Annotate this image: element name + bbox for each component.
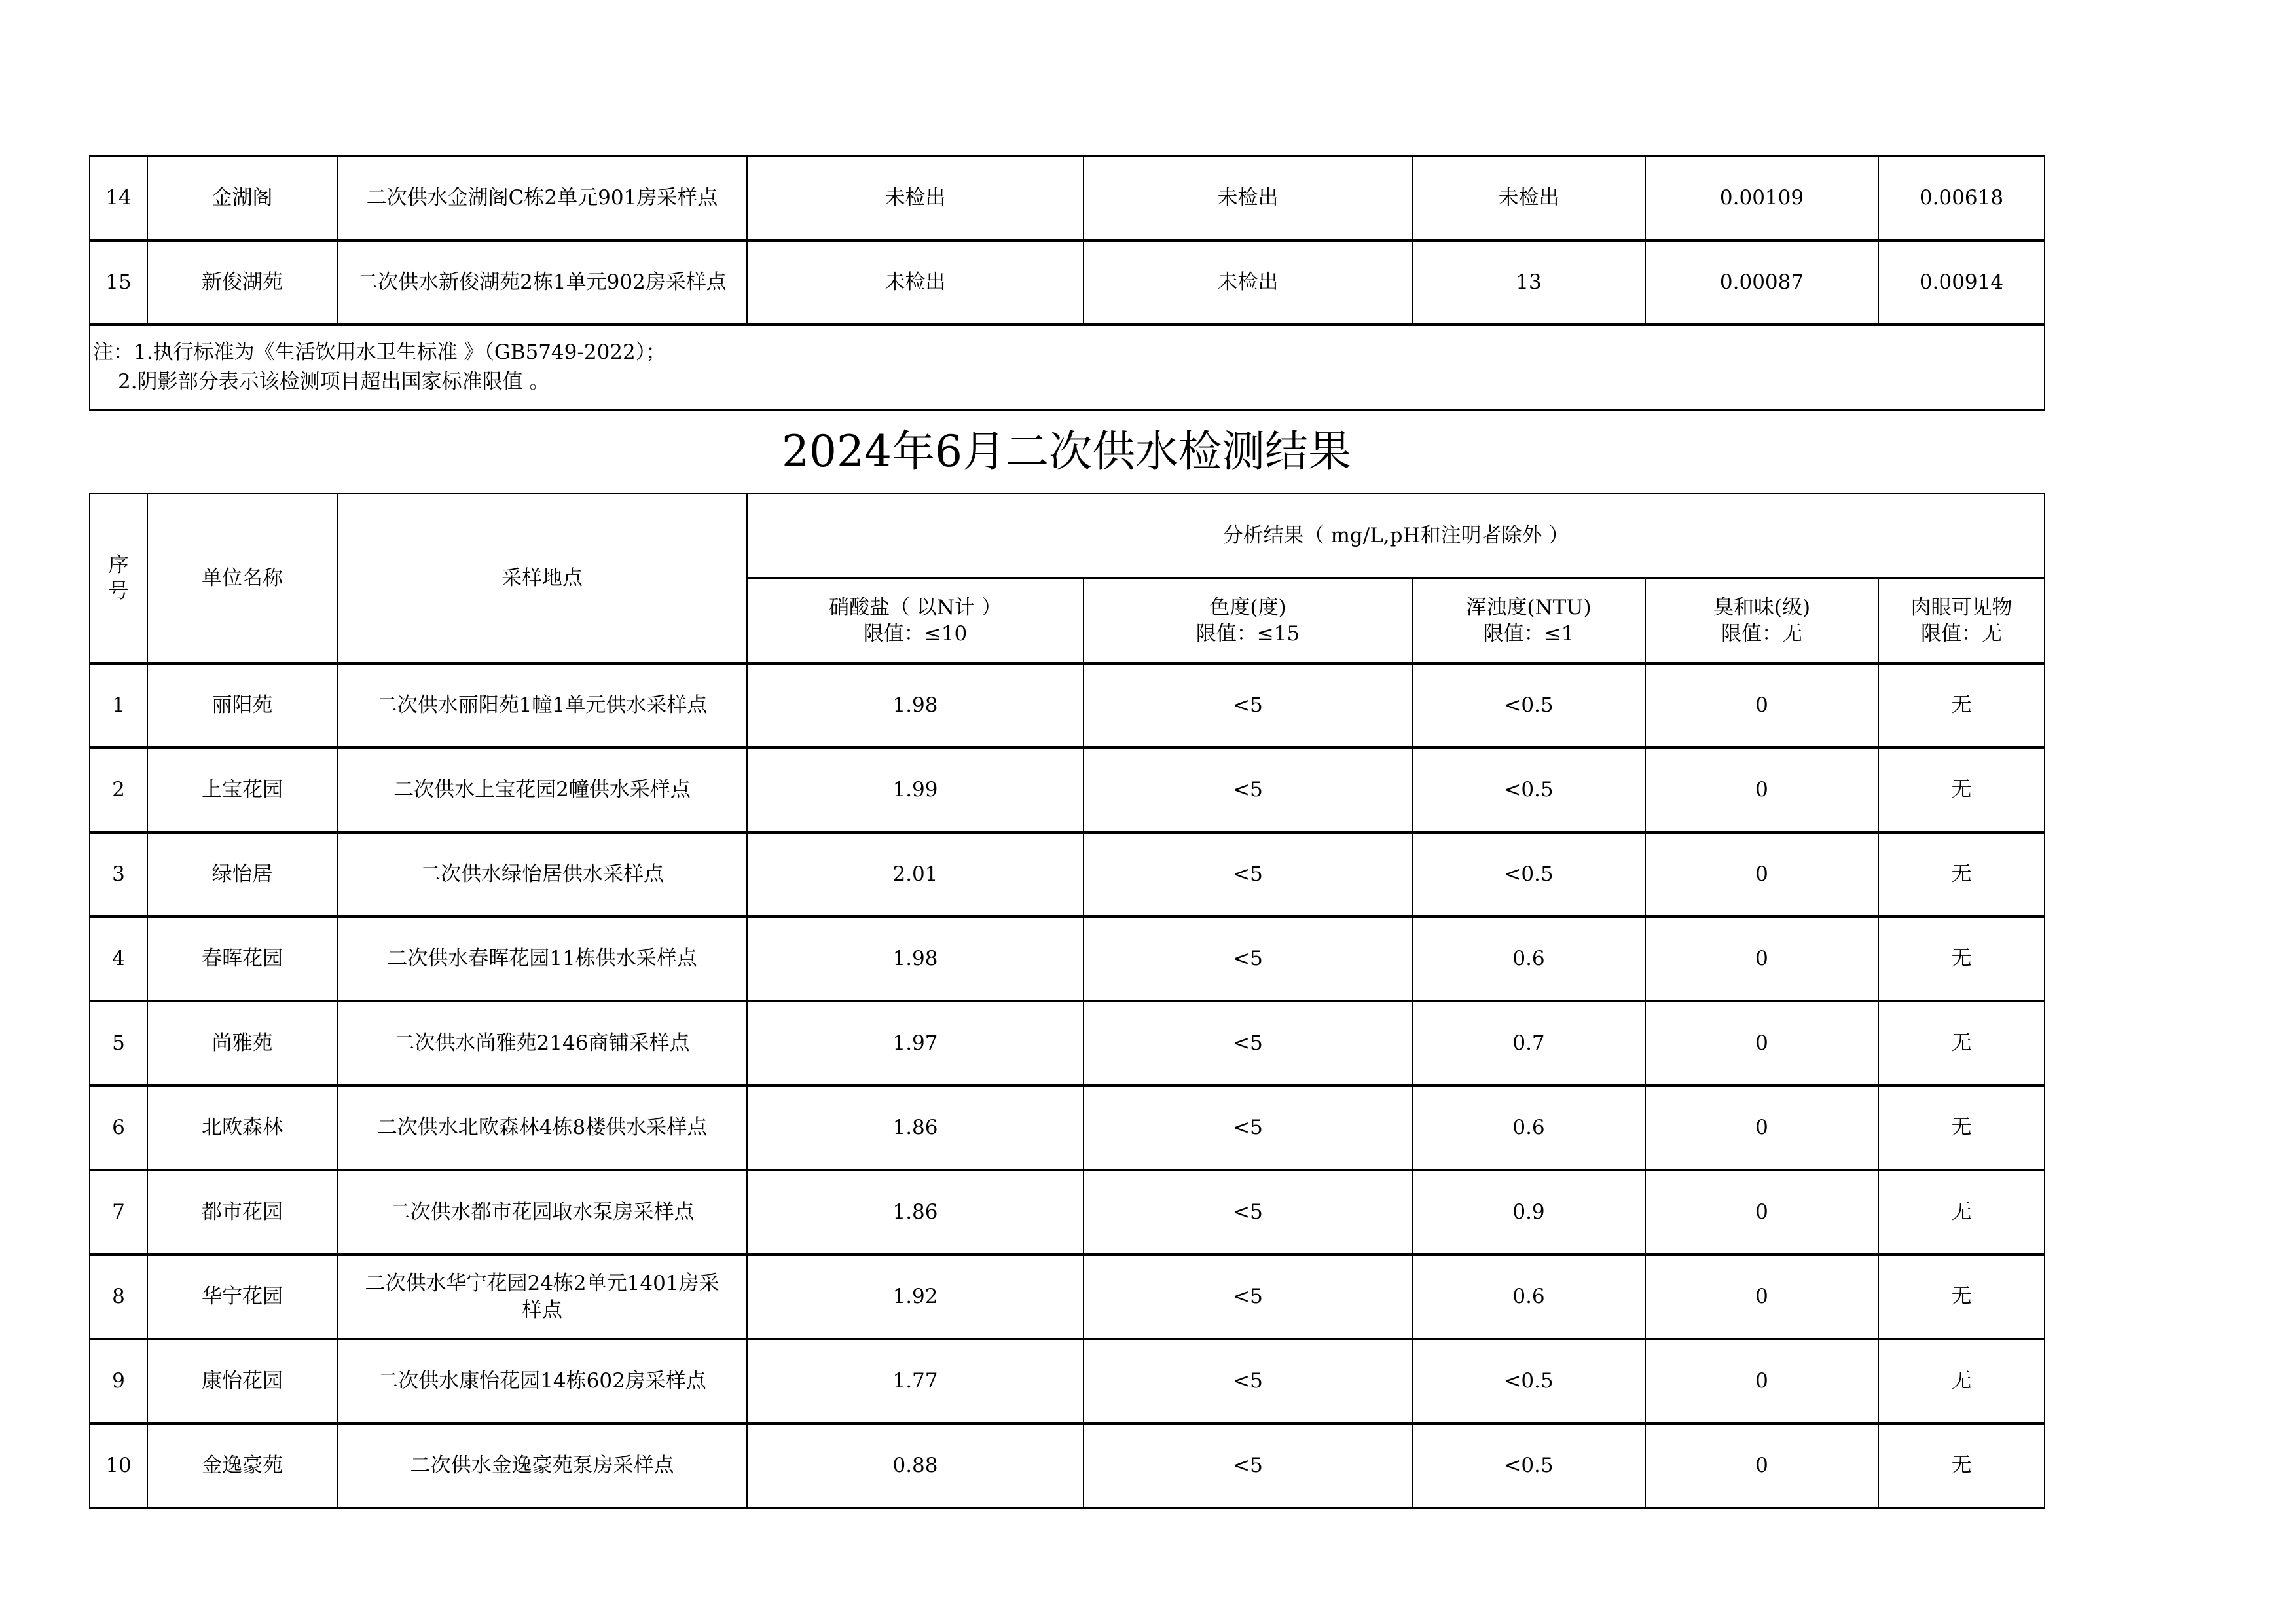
header-nitrate <box>747 578 1084 663</box>
color-cell: <5 <box>1084 1170 1412 1255</box>
header-name: 肉眼可见物 <box>1910 595 2013 619</box>
unit-cell: 上宝花园 <box>147 748 337 832</box>
turbidity-cell: 0.7 <box>1412 1001 1645 1086</box>
color-cell: <5 <box>1084 1423 1412 1508</box>
header-row <box>90 494 2045 578</box>
table-row <box>90 832 2045 917</box>
seq-cell: 9 <box>90 1339 147 1423</box>
visible-cell: 无 <box>1878 748 2045 832</box>
turbidity-cell: <0.5 <box>1412 663 1645 748</box>
value-cell: 未检出 <box>1084 240 1412 325</box>
color-cell: <5 <box>1084 832 1412 917</box>
nitrate-cell: 1.86 <box>747 1170 1084 1255</box>
turbidity-cell: <0.5 <box>1412 1339 1645 1423</box>
location-cell: 二次供水金逸豪苑泵房采样点 <box>337 1423 747 1508</box>
turbidity-cell: 0.9 <box>1412 1170 1645 1255</box>
unit-cell: 丽阳苑 <box>147 663 337 748</box>
header-seq <box>90 494 147 663</box>
visible-cell: 无 <box>1878 1170 2045 1255</box>
value-cell: 未检出 <box>1412 156 1645 240</box>
value-cell: 13 <box>1412 240 1645 325</box>
header-limit: 限值：≤10 <box>863 622 968 646</box>
color-cell: <5 <box>1084 917 1412 1001</box>
table-row <box>90 1170 2045 1255</box>
nitrate-cell: 0.88 <box>747 1423 1084 1508</box>
header-name: 浑浊度(NTU) <box>1466 595 1592 619</box>
location-cell: 二次供水康怡花园14栋602房采样点 <box>337 1339 747 1423</box>
visible-cell: 无 <box>1878 1086 2045 1170</box>
table-row <box>90 156 2045 240</box>
header-limit: 限值：无 <box>1721 622 1802 646</box>
nitrate-cell: 2.01 <box>747 832 1084 917</box>
color-cell: <5 <box>1084 1339 1412 1423</box>
note-standard: 注：1.执行标准为《生活饮用水卫生标准 》（GB5749-2022）； <box>93 340 666 365</box>
nitrate-cell: 1.92 <box>747 1255 1084 1339</box>
location-cell: 二次供水上宝花园2幢供水采样点 <box>337 748 747 832</box>
unit-cell: 金逸豪苑 <box>147 1423 337 1508</box>
odor-cell: 0 <box>1645 1255 1878 1339</box>
page-title: 2024年6月二次供水检测结果 <box>782 426 1351 477</box>
table-row <box>90 240 2045 325</box>
nitrate-cell: 1.86 <box>747 1086 1084 1170</box>
seq-cell: 4 <box>90 917 147 1001</box>
odor-cell: 0 <box>1645 1086 1878 1170</box>
seq-cell: 2 <box>90 748 147 832</box>
color-cell: <5 <box>1084 1001 1412 1086</box>
unit-cell: 新俊湖苑 <box>147 240 337 325</box>
unit-cell: 金湖阁 <box>147 156 337 240</box>
color-cell: <5 <box>1084 663 1412 748</box>
table-row <box>90 1339 2045 1423</box>
nitrate-cell: 1.98 <box>747 663 1084 748</box>
previous-results-table <box>89 155 2045 411</box>
odor-cell: 0 <box>1645 832 1878 917</box>
notes-row <box>90 325 2045 410</box>
odor-cell: 0 <box>1645 748 1878 832</box>
seq-cell: 5 <box>90 1001 147 1086</box>
visible-cell: 无 <box>1878 1423 2045 1508</box>
nitrate-cell: 1.97 <box>747 1001 1084 1086</box>
turbidity-cell: <0.5 <box>1412 748 1645 832</box>
location-cell: 二次供水金湖阁C栋2单元901房采样点 <box>337 156 747 240</box>
table-row <box>90 1086 2045 1170</box>
nitrate-cell: 1.77 <box>747 1339 1084 1423</box>
nitrate-cell: 1.98 <box>747 917 1084 1001</box>
visible-cell: 无 <box>1878 1255 2045 1339</box>
location-cell: 二次供水都市花园取水泵房采样点 <box>337 1170 747 1255</box>
value-cell: 未检出 <box>1084 156 1412 240</box>
unit-cell: 春晖花园 <box>147 917 337 1001</box>
note-shading: 2.阴影部分表示该检测项目超出国家标准限值 。 <box>118 370 550 394</box>
visible-cell: 无 <box>1878 832 2045 917</box>
seq-cell: 3 <box>90 832 147 917</box>
nitrate-cell: 1.99 <box>747 748 1084 832</box>
table-row <box>90 917 2045 1001</box>
value-cell: 未检出 <box>747 156 1084 240</box>
location-cell: 二次供水绿怡居供水采样点 <box>337 832 747 917</box>
header-seq-char-2: 号 <box>108 579 129 603</box>
header-odor <box>1645 578 1878 663</box>
table-row <box>90 1255 2045 1339</box>
table-row <box>90 1423 2045 1508</box>
turbidity-cell: <0.5 <box>1412 1423 1645 1508</box>
odor-cell: 0 <box>1645 917 1878 1001</box>
seq-cell: 8 <box>90 1255 147 1339</box>
location-cell: 二次供水尚雅苑2146商铺采样点 <box>337 1001 747 1086</box>
header-location: 采样地点 <box>337 494 747 663</box>
header-limit: 限值：≤15 <box>1195 622 1300 646</box>
turbidity-cell: 0.6 <box>1412 1255 1645 1339</box>
unit-cell: 康怡花园 <box>147 1339 337 1423</box>
turbidity-cell: 0.6 <box>1412 1086 1645 1170</box>
seq-cell: 15 <box>90 240 147 325</box>
table-row <box>90 748 2045 832</box>
location-cell: 二次供水华宁花园24栋2单元1401房采样点 <box>337 1255 747 1339</box>
color-cell: <5 <box>1084 748 1412 832</box>
seq-cell: 7 <box>90 1170 147 1255</box>
visible-cell: 无 <box>1878 663 2045 748</box>
header-visible-matter <box>1878 578 2045 663</box>
header-name: 色度(度) <box>1209 595 1286 619</box>
visible-cell: 无 <box>1878 917 2045 1001</box>
unit-cell: 华宁花园 <box>147 1255 337 1339</box>
seq-cell: 1 <box>90 663 147 748</box>
visible-cell: 无 <box>1878 1339 2045 1423</box>
odor-cell: 0 <box>1645 1001 1878 1086</box>
color-cell: <5 <box>1084 1255 1412 1339</box>
header-limit: 限值：≤1 <box>1483 622 1575 646</box>
header-name: 硝酸盐（ 以N计 ） <box>829 595 1002 619</box>
odor-cell: 0 <box>1645 663 1878 748</box>
odor-cell: 0 <box>1645 1423 1878 1508</box>
value-cell: 0.00109 <box>1645 156 1878 240</box>
location-cell: 二次供水丽阳苑1幢1单元供水采样点 <box>337 663 747 748</box>
location-cell: 二次供水春晖花园11栋供水采样点 <box>337 917 747 1001</box>
turbidity-cell: 0.6 <box>1412 917 1645 1001</box>
unit-cell: 北欧森林 <box>147 1086 337 1170</box>
value-cell: 未检出 <box>747 240 1084 325</box>
unit-cell: 绿怡居 <box>147 832 337 917</box>
unit-cell: 尚雅苑 <box>147 1001 337 1086</box>
header-color <box>1084 578 1412 663</box>
header-seq-char-1: 序 <box>108 553 129 577</box>
table-row <box>90 663 2045 748</box>
turbidity-cell: <0.5 <box>1412 832 1645 917</box>
notes-cell <box>90 325 2045 410</box>
odor-cell: 0 <box>1645 1339 1878 1423</box>
value-cell: 0.00087 <box>1645 240 1878 325</box>
seq-cell: 14 <box>90 156 147 240</box>
results-table <box>89 493 2045 1509</box>
visible-cell: 无 <box>1878 1001 2045 1086</box>
seq-cell: 10 <box>90 1423 147 1508</box>
seq-cell: 6 <box>90 1086 147 1170</box>
header-name: 臭和味(级) <box>1713 595 1811 619</box>
header-analysis: 分析结果（ mg/L,pH和注明者除外 ） <box>747 494 2045 578</box>
color-cell: <5 <box>1084 1086 1412 1170</box>
unit-cell: 都市花园 <box>147 1170 337 1255</box>
header-unit: 单位名称 <box>147 494 337 663</box>
value-cell: 0.00914 <box>1878 240 2045 325</box>
location-cell: 二次供水北欧森林4栋8楼供水采样点 <box>337 1086 747 1170</box>
table-row <box>90 1001 2045 1086</box>
location-cell: 二次供水新俊湖苑2栋1单元902房采样点 <box>337 240 747 325</box>
header-turbidity <box>1412 578 1645 663</box>
odor-cell: 0 <box>1645 1170 1878 1255</box>
header-limit: 限值：无 <box>1921 622 2003 646</box>
value-cell: 0.00618 <box>1878 156 2045 240</box>
